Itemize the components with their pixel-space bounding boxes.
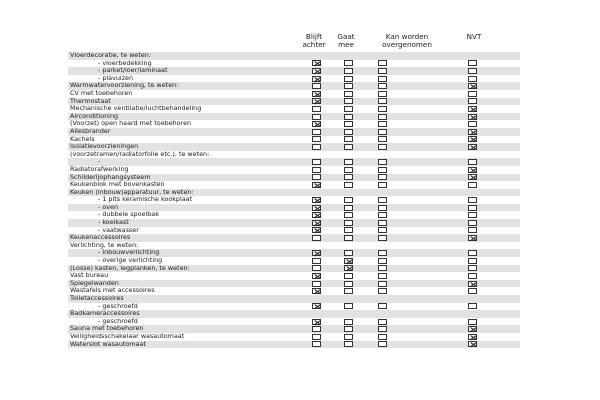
checkbox-blijft-achter[interactable]: [312, 129, 321, 135]
checkbox-blijft-achter[interactable]: [312, 76, 321, 82]
row-label: - vaatwasser: [98, 225, 139, 234]
header-blijft-achter: [300, 33, 328, 49]
row-label: - parket/loer/laminaat: [98, 66, 168, 75]
checklist-rows: [68, 52, 520, 348]
checkbox-nvt[interactable]: [468, 98, 477, 104]
checkbox-gaat-mee[interactable]: [344, 197, 353, 203]
checkbox-nvt[interactable]: [468, 303, 477, 309]
table-row: [68, 287, 520, 295]
row-label: Allesbrander: [70, 126, 111, 135]
checkbox-nvt[interactable]: [468, 167, 477, 173]
checkbox-blijft-achter[interactable]: [312, 83, 321, 89]
table-row: [68, 82, 520, 90]
checkbox-gaat-mee[interactable]: [344, 281, 353, 287]
checkbox-nvt[interactable]: [468, 121, 477, 127]
checkbox-nvt[interactable]: [468, 212, 477, 218]
checkbox-gaat-mee[interactable]: [344, 227, 353, 233]
checkbox-nvt[interactable]: [468, 265, 477, 271]
checkbox-blijft-achter[interactable]: [312, 250, 321, 256]
checkbox-kan-worden-overgenomen[interactable]: [378, 334, 387, 340]
checkbox-nvt[interactable]: [468, 68, 477, 74]
checkbox-gaat-mee[interactable]: [344, 250, 353, 256]
checkbox-blijft-achter[interactable]: [312, 174, 321, 180]
checkbox-kan-worden-overgenomen[interactable]: [378, 60, 387, 66]
checkbox-blijft-achter[interactable]: [312, 167, 321, 173]
row-label: Sauna met toebehoren: [70, 324, 144, 333]
checkbox-kan-worden-overgenomen[interactable]: [378, 129, 387, 135]
checkbox-gaat-mee[interactable]: [344, 114, 353, 120]
checkbox-kan-worden-overgenomen[interactable]: [378, 250, 387, 256]
checkbox-blijft-achter[interactable]: [312, 197, 321, 203]
checkbox-kan-worden-overgenomen[interactable]: [378, 159, 387, 165]
row-label: Spiegelwanden: [70, 278, 119, 287]
checkbox-gaat-mee[interactable]: [344, 144, 353, 150]
row-label: - geschroefd: [98, 316, 138, 325]
header-gaat-line1: Gaat: [337, 32, 355, 41]
checkbox-nvt[interactable]: [468, 60, 477, 66]
row-label: -: [98, 157, 101, 166]
row-label: Toiletaccessoires: [70, 294, 124, 302]
checkbox-kan-worden-overgenomen[interactable]: [378, 136, 387, 142]
header-gaat-mee: [334, 33, 358, 49]
checkbox-kan-worden-overgenomen[interactable]: [378, 83, 387, 89]
checkbox-kan-worden-overgenomen[interactable]: [378, 258, 387, 264]
checkbox-blijft-achter[interactable]: [312, 341, 321, 347]
checkbox-blijft-achter[interactable]: [312, 281, 321, 287]
checkbox-kan-worden-overgenomen[interactable]: [378, 281, 387, 287]
row-label: Radiatorafwerking: [70, 164, 129, 173]
checkbox-gaat-mee[interactable]: [344, 182, 353, 188]
checkbox-gaat-mee[interactable]: [344, 341, 353, 347]
checkbox-blijft-achter[interactable]: [312, 205, 321, 211]
checkbox-kan-worden-overgenomen[interactable]: [378, 205, 387, 211]
row-label: - vloerbedekking: [98, 58, 152, 67]
row-label: - 1 pits keramische kookplaat: [98, 195, 193, 204]
row-label: - dubbele spoelbak: [98, 210, 159, 219]
header-kan-line2: overgenomen: [382, 40, 432, 49]
header-kan-worden-overgenomen: [372, 33, 442, 49]
checkbox-blijft-achter[interactable]: [312, 334, 321, 340]
checkbox-kan-worden-overgenomen[interactable]: [378, 341, 387, 347]
checkbox-nvt[interactable]: [468, 114, 477, 120]
row-label: Verlichting, te weten:: [70, 240, 139, 249]
row-label: Vast bureau: [70, 271, 109, 280]
checkbox-kan-worden-overgenomen[interactable]: [378, 182, 387, 188]
table-row: [68, 211, 520, 219]
row-label: Warmwatervoorziening, te weten:: [70, 81, 179, 90]
row-label: - plavuizen: [98, 73, 134, 82]
checkbox-blijft-achter[interactable]: [312, 319, 321, 325]
checkbox-nvt[interactable]: [468, 319, 477, 325]
checkbox-blijft-achter[interactable]: [312, 144, 321, 150]
row-label: - oven: [98, 202, 119, 211]
checkbox-nvt[interactable]: [468, 136, 477, 142]
checkbox-gaat-mee[interactable]: [344, 83, 353, 89]
checkbox-gaat-mee[interactable]: [344, 334, 353, 340]
checkbox-gaat-mee[interactable]: [344, 273, 353, 279]
checkbox-kan-worden-overgenomen[interactable]: [378, 303, 387, 309]
checkbox-kan-worden-overgenomen[interactable]: [378, 91, 387, 97]
checkbox-nvt[interactable]: [468, 205, 477, 211]
checkbox-gaat-mee[interactable]: [344, 205, 353, 211]
checkbox-nvt[interactable]: [468, 83, 477, 89]
checkbox-nvt[interactable]: [468, 220, 477, 226]
checkbox-kan-worden-overgenomen[interactable]: [378, 227, 387, 233]
checkbox-gaat-mee[interactable]: [344, 60, 353, 66]
row-label: (voorzetramen/radiatorfolie etc.), te weten:: [70, 149, 210, 158]
row-label: Wastafels met accessoires: [70, 286, 155, 295]
checkbox-kan-worden-overgenomen[interactable]: [378, 121, 387, 127]
checkbox-nvt[interactable]: [468, 159, 477, 165]
checkbox-gaat-mee[interactable]: [344, 174, 353, 180]
checkbox-kan-worden-overgenomen[interactable]: [378, 98, 387, 104]
checkbox-gaat-mee[interactable]: [344, 91, 353, 97]
checkbox-kan-worden-overgenomen[interactable]: [378, 167, 387, 173]
checkbox-gaat-mee[interactable]: [344, 159, 353, 165]
checkbox-nvt[interactable]: [468, 341, 477, 347]
checkbox-blijft-achter[interactable]: [312, 136, 321, 142]
checkbox-gaat-mee[interactable]: [344, 288, 353, 294]
row-label: Isolatievoorzieningen: [70, 142, 139, 151]
checkbox-gaat-mee[interactable]: [344, 258, 353, 264]
checkbox-blijft-achter[interactable]: [312, 326, 321, 332]
table-row: [68, 90, 520, 98]
row-label: - geschroefd: [98, 301, 138, 310]
table-row: [68, 105, 520, 113]
checkbox-blijft-achter[interactable]: [312, 220, 321, 226]
checkbox-kan-worden-overgenomen[interactable]: [378, 235, 387, 241]
checkbox-kan-worden-overgenomen[interactable]: [378, 319, 387, 325]
checkbox-nvt[interactable]: [468, 106, 477, 112]
checkbox-blijft-achter[interactable]: [312, 91, 321, 97]
checkbox-gaat-mee[interactable]: [344, 303, 353, 309]
checkbox-nvt[interactable]: [468, 182, 477, 188]
checkbox-kan-worden-overgenomen[interactable]: [378, 273, 387, 279]
checkbox-blijft-achter[interactable]: [312, 303, 321, 309]
checkbox-kan-worden-overgenomen[interactable]: [378, 220, 387, 226]
table-row: [68, 67, 520, 75]
table-row: [68, 151, 520, 159]
row-label: Keuken (inbouw)apparatuur, te weten:: [70, 187, 194, 196]
header-nvt: NVT: [466, 32, 482, 41]
row-label: - inbouwverlichting: [98, 248, 160, 257]
checkbox-kan-worden-overgenomen[interactable]: [378, 144, 387, 150]
checkbox-kan-worden-overgenomen[interactable]: [378, 76, 387, 82]
table-row: [68, 128, 520, 136]
checkbox-blijft-achter[interactable]: [312, 258, 321, 264]
checkbox-nvt[interactable]: [468, 258, 477, 264]
checkbox-nvt[interactable]: [468, 91, 477, 97]
row-label: CV met toebehoren: [70, 88, 133, 97]
checkbox-blijft-achter[interactable]: [312, 68, 321, 74]
checkbox-blijft-achter[interactable]: [312, 182, 321, 188]
checkbox-kan-worden-overgenomen[interactable]: [378, 197, 387, 203]
checkbox-gaat-mee[interactable]: [344, 265, 353, 271]
checkbox-kan-worden-overgenomen[interactable]: [378, 326, 387, 332]
checkbox-blijft-achter[interactable]: [312, 159, 321, 165]
checkbox-kan-worden-overgenomen[interactable]: [378, 106, 387, 112]
checkbox-kan-worden-overgenomen[interactable]: [378, 265, 387, 271]
row-label: Badkameraccessoires: [70, 309, 140, 318]
header-gaat-line2: mee: [338, 40, 354, 49]
checkbox-blijft-achter[interactable]: [312, 212, 321, 218]
table-row: [68, 120, 520, 128]
checkbox-gaat-mee[interactable]: [344, 106, 353, 112]
row-label: Keukenaccessoires: [70, 233, 131, 242]
checkbox-gaat-mee[interactable]: [344, 136, 353, 142]
checkbox-gaat-mee[interactable]: [344, 220, 353, 226]
table-row: [68, 341, 520, 349]
checkbox-kan-worden-overgenomen[interactable]: [378, 68, 387, 74]
checkbox-gaat-mee[interactable]: [344, 235, 353, 241]
checkbox-blijft-achter[interactable]: [312, 273, 321, 279]
row-label: Veiligheidsschakelaar wasautomaat: [70, 331, 185, 340]
checkbox-gaat-mee[interactable]: [344, 68, 353, 74]
checkbox-gaat-mee[interactable]: [344, 319, 353, 325]
checkbox-kan-worden-overgenomen[interactable]: [378, 288, 387, 294]
checkbox-nvt[interactable]: [468, 227, 477, 233]
checkbox-kan-worden-overgenomen[interactable]: [378, 114, 387, 120]
row-label: Schilderijophangsysteem: [70, 172, 151, 181]
table-row: [68, 196, 520, 204]
row-label: Mechanische ventilatie/luchtbehandeling: [70, 104, 202, 113]
checkbox-nvt[interactable]: [468, 174, 477, 180]
checkbox-gaat-mee[interactable]: [344, 167, 353, 173]
table-row: [68, 158, 520, 166]
checkbox-blijft-achter[interactable]: [312, 121, 321, 127]
checkbox-kan-worden-overgenomen[interactable]: [378, 174, 387, 180]
checkbox-blijft-achter[interactable]: [312, 235, 321, 241]
checkbox-nvt[interactable]: [468, 326, 477, 332]
checkbox-blijft-achter[interactable]: [312, 265, 321, 271]
checkbox-nvt[interactable]: [468, 334, 477, 340]
checkbox-nvt[interactable]: [468, 235, 477, 241]
header-blijft-line1: Blijft: [305, 32, 323, 41]
checkbox-kan-worden-overgenomen[interactable]: [378, 212, 387, 218]
row-label: - koelkast: [98, 218, 129, 227]
row-label: Airconditioning: [70, 111, 119, 120]
header-kan-line1: Kan worden: [385, 32, 429, 41]
row-label: (Voorzet) open haard met toebehoren: [70, 119, 192, 128]
row-label: Thermostaat: [70, 96, 111, 105]
row-label: Waterslot wasautomaat: [70, 339, 146, 348]
checkbox-nvt[interactable]: [468, 76, 477, 82]
header-blijft-line2: achter: [302, 40, 326, 49]
checkbox-nvt[interactable]: [468, 129, 477, 135]
checkbox-gaat-mee[interactable]: [344, 76, 353, 82]
checkbox-gaat-mee[interactable]: [344, 326, 353, 332]
checkbox-nvt[interactable]: [468, 273, 477, 279]
table-row: [68, 272, 520, 280]
table-row: [68, 265, 520, 273]
row-label: Vloerdecoratie, te weten:: [70, 51, 152, 59]
checkbox-blijft-achter[interactable]: [312, 114, 321, 120]
checkbox-blijft-achter[interactable]: [312, 288, 321, 294]
checkbox-nvt[interactable]: [468, 197, 477, 203]
checkbox-nvt[interactable]: [468, 281, 477, 287]
checkbox-blijft-achter[interactable]: [312, 98, 321, 104]
checkbox-blijft-achter[interactable]: [312, 106, 321, 112]
row-label: Keukenblok met bovenkasten: [70, 180, 165, 189]
checkbox-gaat-mee[interactable]: [344, 98, 353, 104]
checkbox-nvt[interactable]: [468, 144, 477, 150]
row-label: (Losse) kasten, legplanken, te weten:: [70, 263, 190, 272]
checkbox-blijft-achter[interactable]: [312, 227, 321, 233]
table-row: [68, 227, 520, 235]
checkbox-blijft-achter[interactable]: [312, 60, 321, 66]
row-label: - overige verlichting: [98, 256, 163, 265]
checkbox-nvt[interactable]: [468, 288, 477, 294]
checkbox-gaat-mee[interactable]: [344, 212, 353, 218]
checkbox-nvt[interactable]: [468, 250, 477, 256]
checkbox-gaat-mee[interactable]: [344, 121, 353, 127]
checkbox-gaat-mee[interactable]: [344, 129, 353, 135]
row-label: Kachels: [70, 134, 95, 143]
